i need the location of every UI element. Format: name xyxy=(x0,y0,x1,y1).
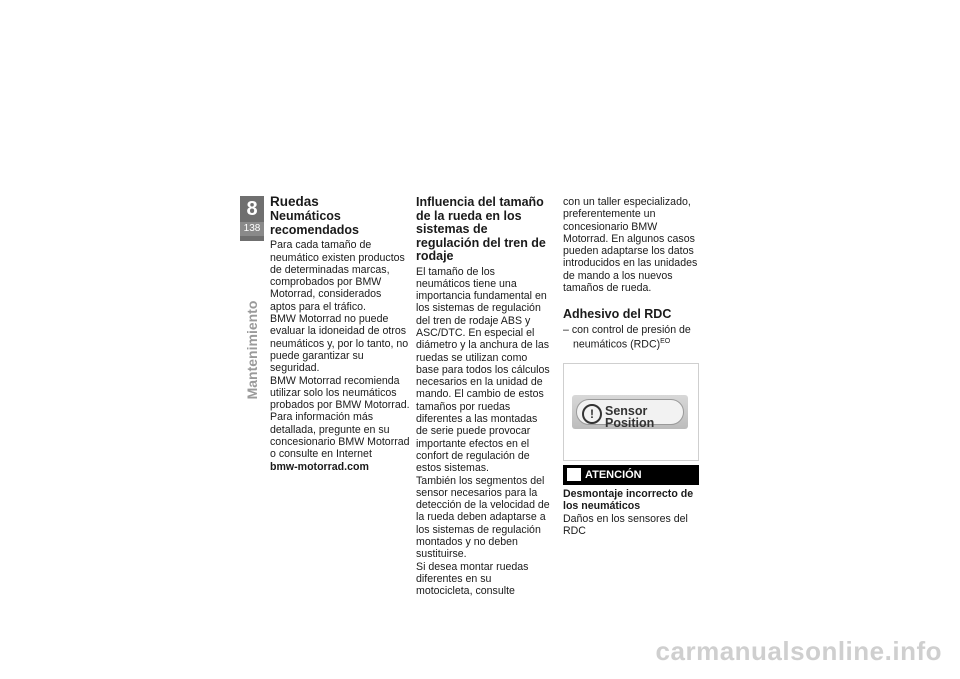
list-item-text: con control de presión de neumáticos (RDC) xyxy=(571,323,691,351)
paragraph: También los segmentos del sensor necesarios para la detección de la velocidad de la rueda deben adaptarse a los sistemas de regulación montados y no deben sustituirse. xyxy=(416,474,550,561)
list-item: – con control de presión de neumáticos (RDC)$^{EO}$ xyxy=(563,323,691,351)
chapter-tab xyxy=(240,196,264,241)
paragraph: BMW Motorrad no puede evaluar la idoneidad de otros neumáticos y, por lo tanto, no puede garantizar su seguridad. xyxy=(270,313,409,375)
warning-title: Desmontaje incorrecto de los neumáticos xyxy=(563,488,694,513)
section-title: Adhesivo del RDC xyxy=(563,307,672,322)
column-3 xyxy=(563,196,701,537)
column-2 xyxy=(416,196,550,598)
warning-label: ATENCIÓN xyxy=(585,469,642,481)
chapter-side-title: Mantenimiento xyxy=(244,300,260,400)
watermark: carmanualsonline.info xyxy=(655,636,942,666)
paragraph: El tamaño de los neumáticos tiene una importancia fundamental en los sistemas de regulación del tren de rodaje ABS y ASC/DTC. En especial el diámetro y la anchura de las ruedas se utilizan como base para todos los cálculos necesarios en la unidad de mando. El cambio de estos tamaños por ruedas diferentes a las montadas de serie puede provocar importante efectos en el confort de regulación de estos sistemas. xyxy=(416,265,550,475)
warning-text: Daños en los sensores del RDC xyxy=(563,512,688,537)
warning-banner xyxy=(563,465,699,485)
warning-circle-icon: ! xyxy=(582,404,602,424)
paragraph: Si desea montar ruedas diferentes en su motocicleta, consulte xyxy=(416,560,529,598)
rdc-sticker-image xyxy=(563,363,699,461)
subsection-title: Neumáticos recomendados xyxy=(270,209,359,237)
sensor-position-text: Sensor Position xyxy=(605,404,655,431)
equipment-superscript: EO xyxy=(660,338,671,346)
paragraph: con un taller especializado, preferentemente un concesionario BMW Motorrad. En algunos casos pueden adaptarse los datos introducidos en las unidades de mando a los nuevos tamaños de rueda. xyxy=(563,196,698,295)
paragraph: Para información más detallada, pregunte en su concesionario BMW Motorrad o consulte en Internet xyxy=(270,411,410,461)
sensor-display xyxy=(572,395,688,429)
section-title: Ruedas xyxy=(270,194,319,209)
paragraph: BMW Motorrad recomienda utilizar solo los neumáticos probados por BMW Motorrad. xyxy=(270,374,410,412)
section-title: Influencia del tamaño de la rueda en los sistemas de regulación del tren de rodaje xyxy=(416,195,546,263)
page-number: 138 xyxy=(240,222,264,236)
column-1 xyxy=(270,196,410,473)
paragraph: Para cada tamaño de neumático existen productos de determinadas marcas, comprobados por BMW Motorrad, considerados aptos para el tráfico. xyxy=(270,239,405,313)
hand-warning-icon xyxy=(567,468,581,481)
sensor-label xyxy=(576,399,684,431)
chapter-number: 8 xyxy=(246,198,258,220)
website-link[interactable]: bmw-motorrad.com xyxy=(270,460,369,473)
